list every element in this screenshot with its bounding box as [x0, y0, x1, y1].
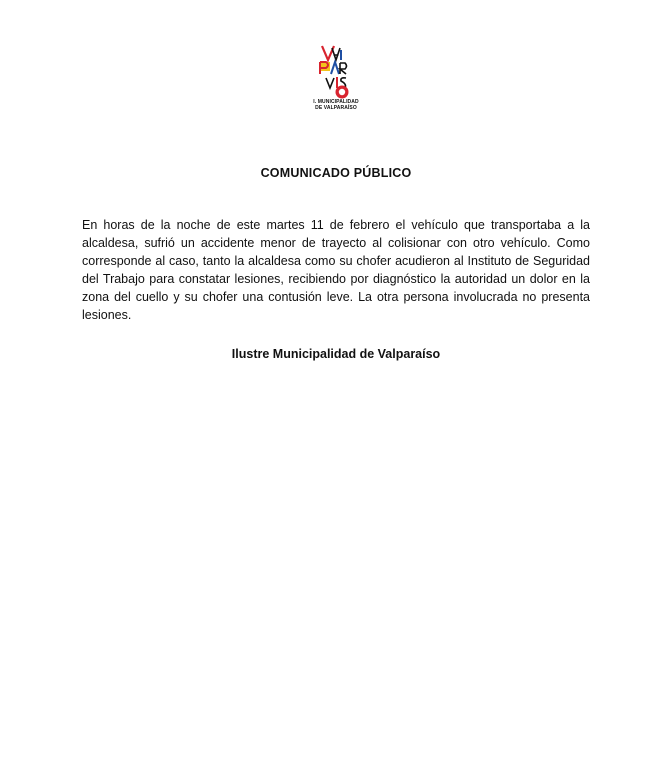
document-title: COMUNICADO PÚBLICO	[260, 166, 412, 180]
valparaiso-logo-mark	[306, 44, 366, 100]
document-signature: Ilustre Municipalidad de Valparaíso	[231, 347, 441, 361]
logo-caption-line1: I. MUNICIPALIDAD	[313, 99, 359, 105]
document-body: En horas de la noche de este martes 11 de febrero el vehículo que transportaba a la alcaldesa, sufrió un accidente menor de trayecto al colisionar con otro vehículo. Como corresponde al caso, tanto la alcaldesa como su chofer acudieron al Instituto de Seguridad del Trabajo para constatar lesiones, recibiendo por diagnóstico la autoridad un dolor en la zona del cuello y su chofer una contusión leve. La otra persona involucrada no presenta lesiones.	[82, 218, 590, 322]
logo-caption-line2: DE VALPARAÍSO	[315, 105, 357, 111]
logo-caption	[296, 99, 376, 111]
